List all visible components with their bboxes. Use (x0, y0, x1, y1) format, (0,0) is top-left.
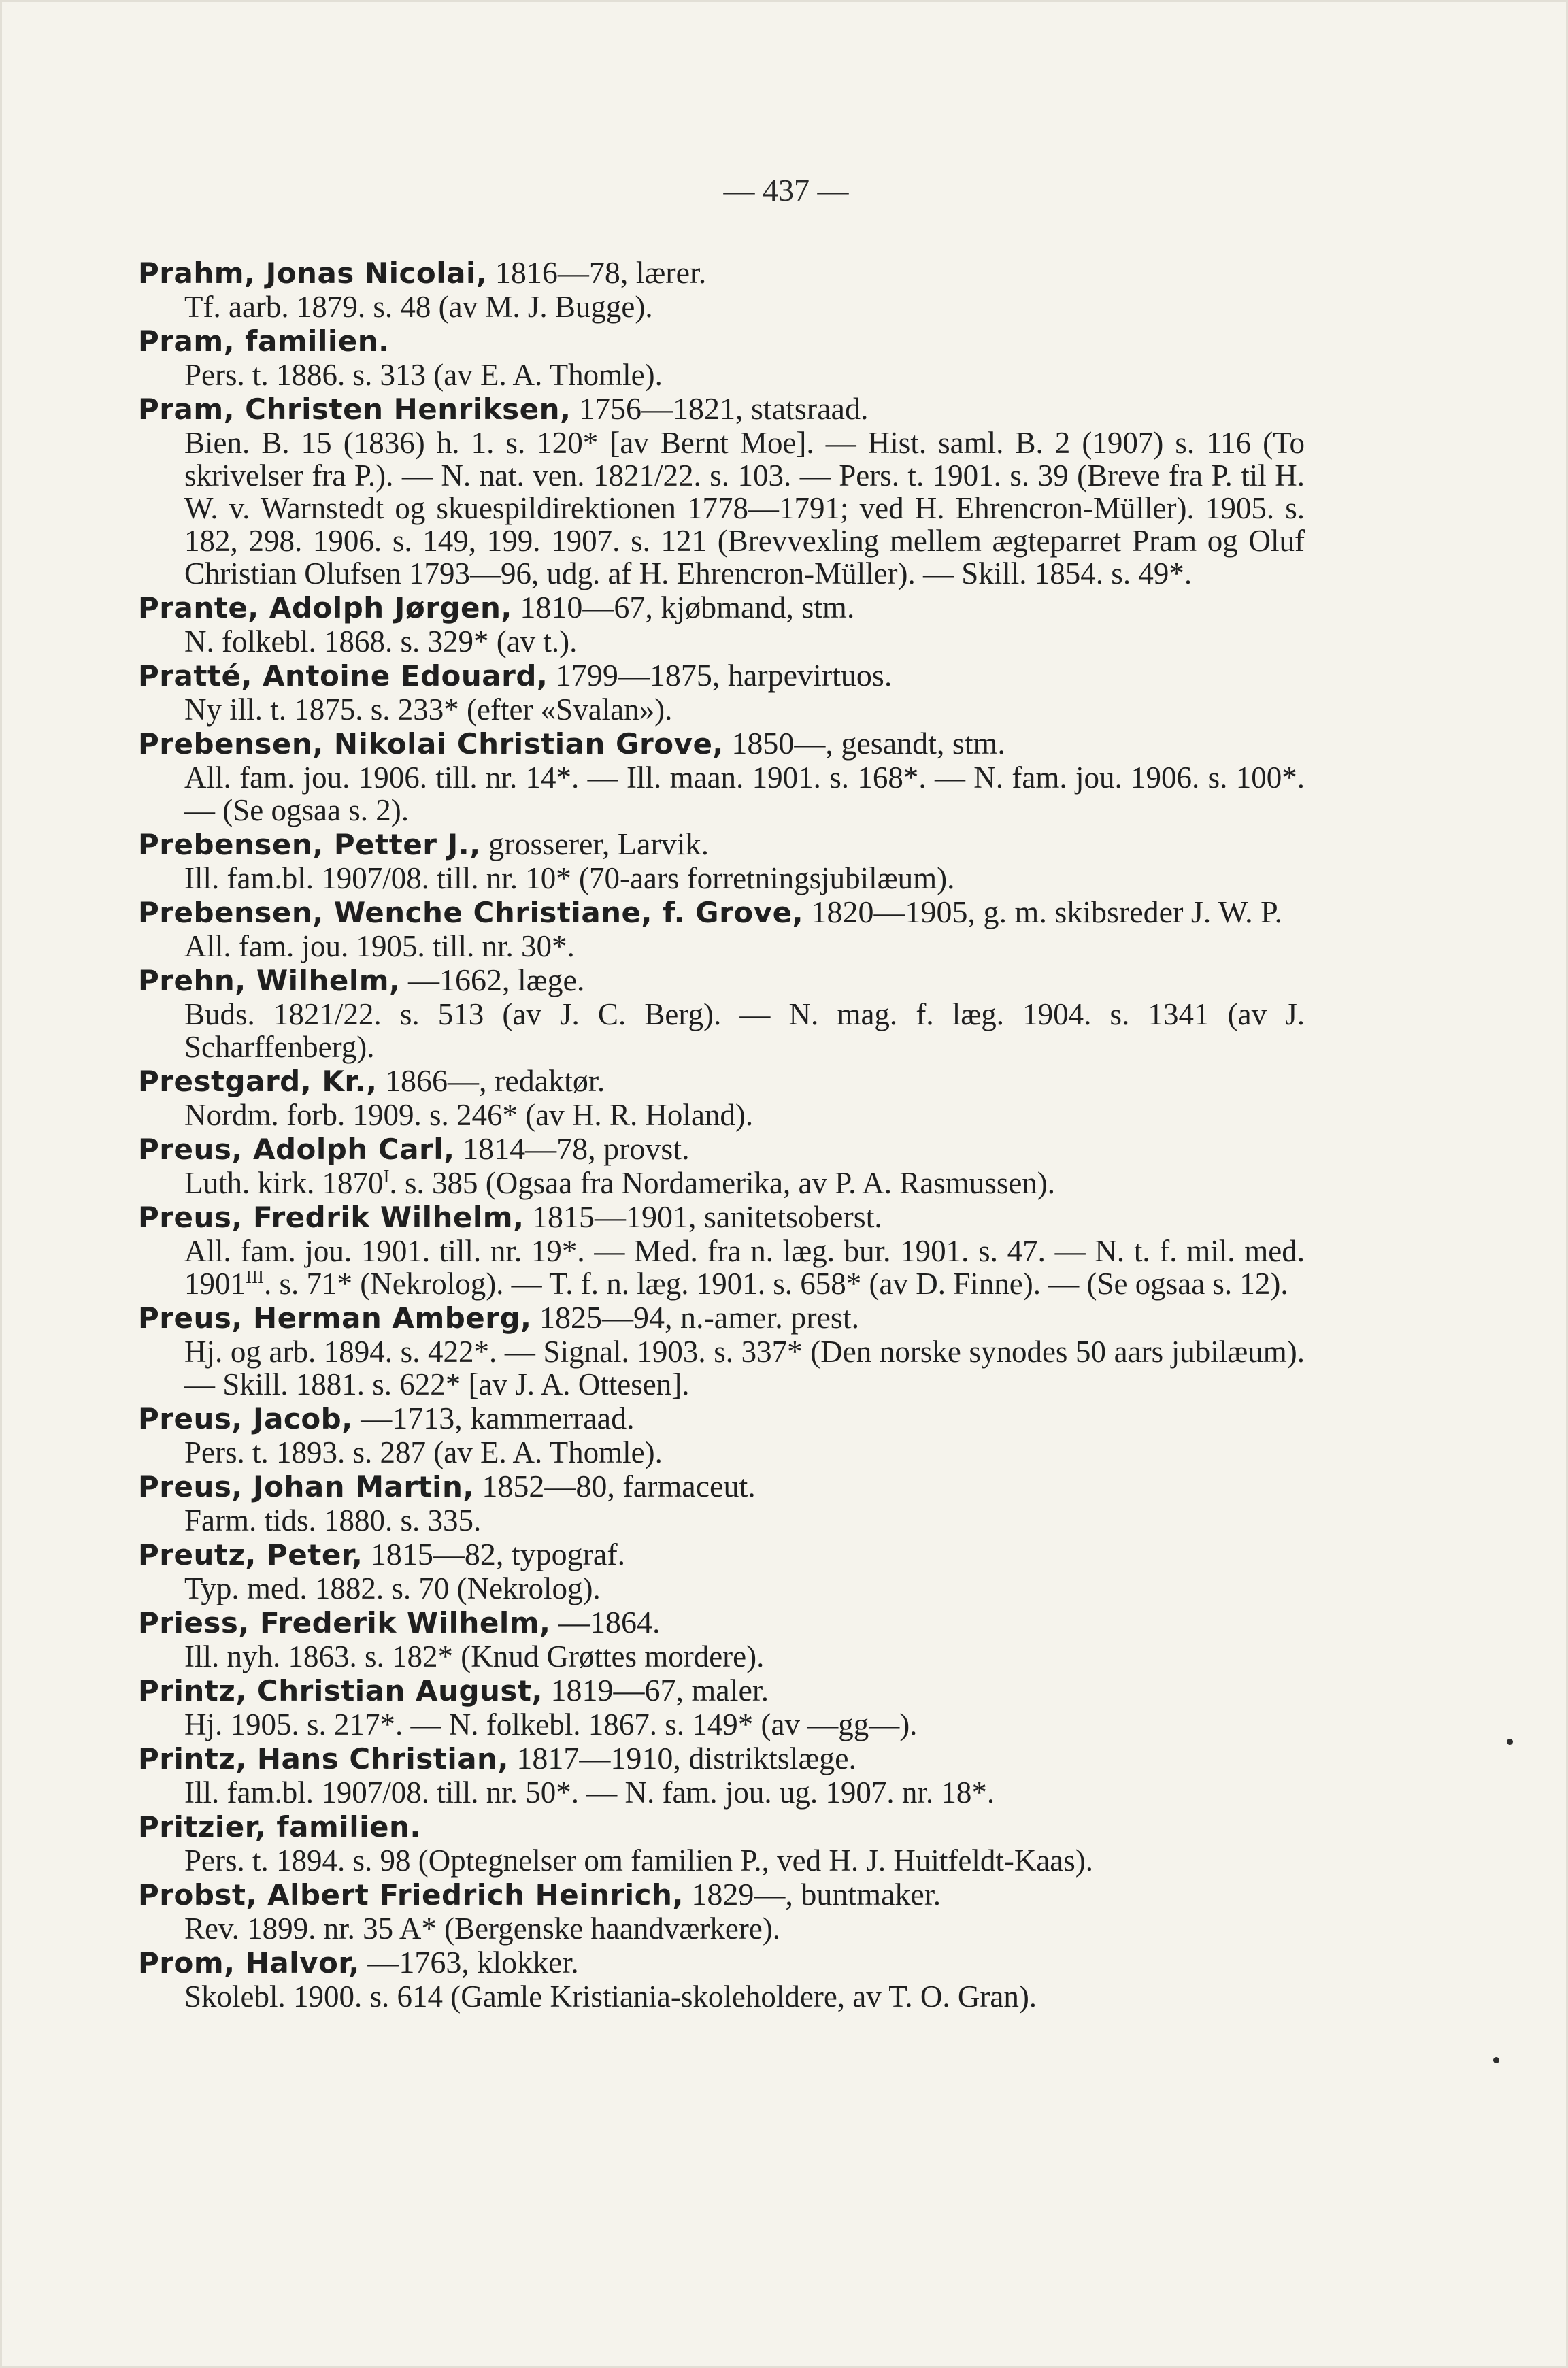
entry-reference: Ill. fam.bl. 1907/08. till. nr. 10* (70-aars forretningsjubilæum). (184, 861, 955, 895)
entry-name: Preus, Johan Martin, (138, 1470, 474, 1503)
entry-description: 1756—1821, statsraad. (571, 391, 869, 426)
entry-description: —1713, kammerraad. (352, 1401, 635, 1435)
entry-description: 1815—82, typograf. (363, 1537, 626, 1571)
entry-heading (138, 895, 1305, 930)
entry-heading (138, 1063, 1305, 1099)
entry-name: Printz, Christian August, (138, 1674, 543, 1707)
entry-heading (138, 963, 1305, 998)
entry-reference: Pers. t. 1893. s. 287 (av E. A. Thomle). (184, 1435, 663, 1469)
page-number: — 437 — (723, 173, 849, 207)
entry-reference: Nordm. forb. 1909. s. 246* (av H. R. Holand). (184, 1098, 754, 1132)
entry-reference: All. fam. jou. 1906. till. nr. 14*. — Ill. maan. 1901. s. 168*. — N. fam. jou. 1906. s. 100*. — (Se ogsaa s. 2). (184, 761, 1305, 827)
entry-name: Priess, Frederik Wilhelm, (138, 1606, 551, 1639)
index-entry (138, 827, 1305, 895)
entry-name: Prestgard, Kr., (138, 1065, 378, 1098)
index-entries (138, 255, 1305, 2013)
entry-reference: Tf. aarb. 1879. s. 48 (av M. J. Bugge). (184, 290, 653, 324)
entry-description: grosserer, Larvik. (480, 827, 710, 861)
entry-reference: All. fam. jou. 1905. till. nr. 30*. (184, 929, 575, 963)
entry-description: —1662, læge. (400, 963, 585, 997)
entry-name: Prehn, Wilhelm, (138, 964, 401, 997)
index-entry (138, 1673, 1305, 1741)
entry-description: —1763, klokker. (359, 1945, 579, 1980)
entry-heading (138, 391, 1305, 427)
entry-description: 1820—1905, g. m. skibsreder J. W. P. (803, 895, 1283, 929)
entry-heading (138, 1199, 1305, 1235)
index-entry (138, 1741, 1305, 1809)
entry-reference: Rev. 1899. nr. 35 A* (Bergenske haandværkere). (184, 1912, 781, 1946)
entry-heading (138, 1401, 1305, 1436)
entry-heading (138, 1673, 1305, 1708)
index-entry (138, 1131, 1305, 1199)
entry-reference: Typ. med. 1882. s. 70 (Nekrolog). (184, 1571, 601, 1605)
entry-reference: Pers. t. 1886. s. 313 (av E. A. Thomle). (184, 358, 663, 392)
entry-name: Printz, Hans Christian, (138, 1742, 509, 1775)
entry-name: Pratté, Antoine Edouard, (138, 659, 548, 693)
index-entry (138, 1809, 1305, 1877)
entry-description: 1817—1910, distriktslæge. (508, 1741, 857, 1775)
entry-heading (138, 1537, 1305, 1572)
entry-name: Pram, Christen Henriksen, (138, 393, 571, 426)
entry-reference: Ill. nyh. 1863. s. 182* (Knud Grøttes mordere). (184, 1639, 765, 1673)
entry-description: 1815—1901, sanitetsoberst. (524, 1199, 882, 1234)
entry-description: 1814—78, provst. (454, 1131, 690, 1166)
index-entry (138, 1199, 1305, 1300)
index-entry (138, 1063, 1305, 1131)
entry-heading (138, 726, 1305, 761)
entry-name: Prebensen, Wenche Christiane, f. Grove, (138, 896, 804, 929)
entry-description: 1852—80, farmaceut. (473, 1469, 756, 1503)
entry-name: Prahm, Jonas Nicolai, (138, 256, 488, 290)
index-entry (138, 1877, 1305, 1945)
entry-name: Preutz, Peter, (138, 1538, 363, 1571)
entry-reference: Luth. kirk. $1870^I$. s. 385 (Ogsaa fra Nordamerika, av P. A. Rasmussen). (184, 1165, 1056, 1200)
entry-name: Prom, Halvor, (138, 1946, 360, 1980)
entry-description: 1819—67, maler. (542, 1673, 769, 1707)
entry-description: 1799—1875, harpevirtuos. (548, 658, 893, 693)
entry-heading (138, 658, 1305, 693)
ink-speck (1507, 1739, 1513, 1745)
entry-name: Prebensen, Nikolai Christian Grove, (138, 727, 724, 761)
entry-reference: All. fam. jou. 1901. till. nr. 19*. — Med. fra n. læg. bur. 1901. s. 47. — N. t. f. mil. med. $1901^{III}$. s. 71* (Nekrolog). — T. f. n. læg. 1901. s. 658* (av D. Finne). — (Se ogsaa s. 12). (184, 1234, 1305, 1301)
entry-name: Preus, Herman Amberg, (138, 1301, 532, 1335)
entry-heading (138, 323, 1305, 358)
entry-heading (138, 1605, 1305, 1640)
entry-heading (138, 1469, 1305, 1504)
entry-heading (138, 827, 1305, 862)
entry-reference: Ny ill. t. 1875. s. 233* (efter «Svalan»). (184, 693, 673, 727)
entry-reference: Skolebl. 1900. s. 614 (Gamle Kristiania-skoleholdere, av T. O. Gran). (184, 1980, 1037, 2014)
entry-description: 1810—67, kjøbmand, stm. (512, 590, 855, 624)
entry-name: Prante, Adolph Jørgen, (138, 591, 512, 624)
entry-heading (138, 1300, 1305, 1335)
entry-name: Prebensen, Petter J., (138, 828, 481, 861)
index-entry (138, 1469, 1305, 1537)
index-entry (138, 1401, 1305, 1469)
index-entry (138, 590, 1305, 658)
index-entry (138, 963, 1305, 1063)
entry-heading (138, 255, 1305, 290)
entry-description: 1866—, redaktør. (377, 1063, 605, 1098)
entry-reference: Farm. tids. 1880. s. 335. (184, 1503, 482, 1537)
index-entry (138, 895, 1305, 963)
entry-reference: Pers. t. 1894. s. 98 (Optegnelser om familien P., ved H. J. Huitfeldt-Kaas). (184, 1844, 1094, 1878)
entry-reference: Buds. 1821/22. s. 513 (av J. C. Berg). — N. mag. f. læg. 1904. s. 1341 (av J. Scharffenberg). (184, 997, 1305, 1064)
index-entry (138, 1945, 1305, 2013)
entry-description: —1864. (550, 1605, 661, 1639)
entry-name: Preus, Fredrik Wilhelm, (138, 1201, 524, 1234)
entry-heading (138, 590, 1305, 625)
entry-reference: Bien. B. 15 (1836) h. 1. s. 120* [av Bernt Moe]. — Hist. saml. B. 2 (1907) s. 116 (To skrivelser fra P.). — N. nat. ven. 1821/22. s. 103. — Pers. t. 1901. s. 39 (Breve fra P. til H. W. v. Warnstedt og skuespildirektionen 1778—1791; ved H. Ehrencron-Müller). 1905. s. 182, 298. 1906. s. 149, 199. 1907. s. 121 (Brevvexling mellem ægteparret Pram og Oluf Christian Olufsen 1793—96, udg. af H. Ehrencron-Müller). — Skill. 1854. s. 49*. (184, 426, 1305, 590)
index-entry (138, 1605, 1305, 1673)
entry-description: 1825—94, n.-amer. prest. (531, 1300, 860, 1335)
entry-heading (138, 1809, 1305, 1844)
ink-speck (1493, 2057, 1499, 2063)
entry-name: Pram, familien. (138, 324, 390, 358)
entry-heading (138, 1131, 1305, 1167)
entry-heading (138, 1741, 1305, 1776)
entry-reference: Ill. fam.bl. 1907/08. till. nr. 50*. — N. fam. jou. ug. 1907. nr. 18*. (184, 1775, 995, 1810)
index-entry (138, 1537, 1305, 1605)
entry-description: 1829—, buntmaker. (683, 1877, 941, 1912)
entry-name: Preus, Jacob, (138, 1402, 353, 1435)
index-entry (138, 323, 1305, 391)
entry-reference: Hj. 1905. s. 217*. — N. folkebl. 1867. s. 149* (av —gg—). (184, 1707, 918, 1741)
index-entry (138, 1300, 1305, 1401)
entry-heading (138, 1877, 1305, 1912)
entry-name: Pritzier, familien. (138, 1810, 421, 1844)
entry-reference: Hj. og arb. 1894. s. 422*. — Signal. 1903. s. 337* (Den norske synodes 50 aars jubilæum). — Skill. 1881. s. 622* [av J. A. Ottesen]. (184, 1335, 1305, 1401)
index-entry (138, 726, 1305, 827)
entry-heading (138, 1945, 1305, 1980)
entry-name: Preus, Adolph Carl, (138, 1133, 455, 1166)
entry-name: Probst, Albert Friedrich Heinrich, (138, 1878, 684, 1912)
index-entry (138, 658, 1305, 726)
index-entry (138, 391, 1305, 590)
entry-reference: N. folkebl. 1868. s. 329* (av t.). (184, 624, 578, 658)
entry-description: 1816—78, lærer. (487, 255, 707, 290)
entry-description: 1850—, gesandt, stm. (723, 726, 1005, 761)
index-entry (138, 255, 1305, 323)
